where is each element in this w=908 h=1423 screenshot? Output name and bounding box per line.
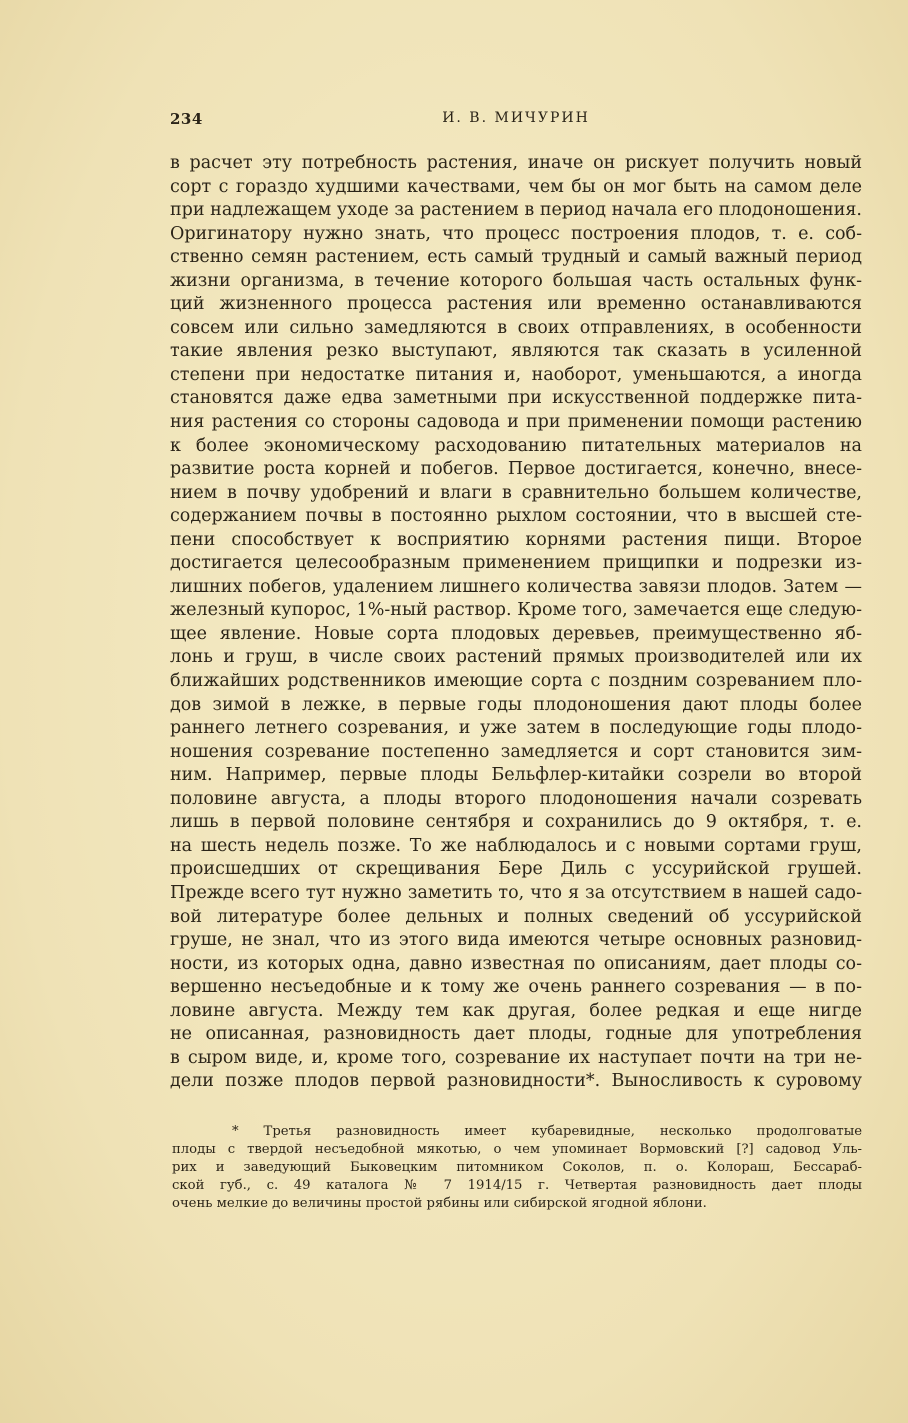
text-line: дов зимой в лежке, в первые годы плодоношения дают плоды более <box>170 694 862 715</box>
text-line: в расчет эту потребность растения, иначе он рискует получить новый <box>170 153 862 173</box>
text-line: дели позже плодов первой разновидности*. Выносливость к суровому <box>170 1071 862 1092</box>
text-line: не описанная, разновидность дает плоды, годные для употребления <box>170 1024 862 1045</box>
text-line: совсем или сильно замедляются в своих отправлениях, в особенности <box>170 317 862 338</box>
text-line: становятся даже едва заметными при искусственной поддержке пита- <box>170 388 862 409</box>
text-line: ближайших родственников имеющие сорта с поздним созреванием пло- <box>170 671 862 692</box>
text-line: нием в почву удобрений и влаги в сравнительно большем количестве, <box>170 482 862 503</box>
running-head: И. В. МИЧУРИН <box>442 110 590 126</box>
page-header <box>170 110 862 134</box>
text-line: ним. Например, первые плоды Бельфлер-китайки созрели во второй <box>170 765 862 786</box>
text-line: ношения созревание постепенно замедляется и сорт становится зим- <box>170 741 862 762</box>
footnote <box>172 1123 862 1213</box>
footnote-line: * Третья разновидность имеет кубаревидные, несколько продолговатые <box>232 1124 862 1139</box>
text-line: на шесть недель позже. То же наблюдалось и с новыми сортами груш, <box>170 835 862 856</box>
page-number: 234 <box>170 110 203 128</box>
body-text <box>170 152 862 1094</box>
text-line: происшедших от скрещивания Бере Диль с уссурийской грушей. <box>170 859 862 880</box>
text-line: раннего летнего созревания, и уже затем в последующие годы плодо- <box>170 718 862 739</box>
text-line: такие явления резко выступают, являются так сказать в усиленной <box>170 341 862 362</box>
text-line: лонь и груш, в числе своих растений прямых производителей или их <box>170 647 862 668</box>
text-line: щее явление. Новые сорта плодовых деревьев, преимущественно яб- <box>170 623 862 644</box>
text-line: содержанием почвы в постоянно рыхлом состоянии, что в высшей сте- <box>170 506 862 527</box>
text-line: ций жизненного процесса растения или временно останавливаются <box>170 294 862 315</box>
text-line: при надлежащем уходе за растением в период начала его плодоношения. <box>170 200 862 221</box>
footnote-line: очень мелкие до величины простой рябины или сибирской ягодной яблони. <box>172 1196 707 1211</box>
text-line: Прежде всего тут нужно заметить то, что я за отсутствием в нашей садо- <box>170 882 862 903</box>
text-line: к более экономическому расходованию питательных материалов на <box>170 435 862 456</box>
text-line: развитие роста корней и побегов. Первое достигается, конечно, внесе- <box>170 459 862 480</box>
footnote-line: рих и заведующий Быковецким питомником Соколов, п. о. Колораш, Бессараб- <box>172 1160 862 1175</box>
text-line: Оригинатору нужно знать, что процесс построения плодов, т. е. соб- <box>170 223 862 244</box>
text-line: половине августа, а плоды второго плодоношения начали созревать <box>170 788 862 809</box>
text-line: вой литературе более дельных и полных сведений об уссурийской <box>170 906 862 927</box>
text-line: груше, не знал, что из этого вида имеются четыре основных разновид- <box>170 930 862 951</box>
text-line: железный купорос, 1%-ный раствор. Кроме того, замечается еще следую- <box>170 600 862 621</box>
footnote-line: плоды с твердой несъедобной мякотью, о чем упоминает Вормовский [?] садовод Уль- <box>172 1142 862 1157</box>
text-line: сорт с гораздо худшими качествами, чем бы он мог быть на самом деле <box>170 176 862 197</box>
text-line: лишь в первой половине сентября и сохранились до 9 октября, т. е. <box>170 812 862 833</box>
text-line: ловине августа. Между тем как другая, более редкая и еще нигде <box>170 1000 862 1021</box>
text-line: лишних побегов, удалением лишнего количества завязи плодов. Затем — <box>170 576 862 597</box>
text-line: ния растения со стороны садовода и при применении помощи растению <box>170 412 862 433</box>
text-line: вершенно несъедобные и к тому же очень раннего созревания — в по- <box>170 977 862 998</box>
text-line: пени способствует к восприятию корнями растения пищи. Второе <box>170 529 862 550</box>
text-line: степени при недостатке питания и, наоборот, уменьшаются, а иногда <box>170 364 862 385</box>
text-line: жизни организма, в течение которого большая часть остальных функ- <box>170 270 862 291</box>
text-line: ственно семян растением, есть самый трудный и самый важный период <box>170 247 862 268</box>
text-line: в сыром виде, и, кроме того, созревание их наступает почти на три не- <box>170 1047 862 1068</box>
text-line: достигается целесообразным применением прищипки и подрезки из- <box>170 553 862 574</box>
footnote-line: ской губ., с. 49 каталога № 7 1914/15 г. Четвертая разновидность дает плоды <box>172 1178 862 1193</box>
text-line: ности, из которых одна, давно известная по описаниям, дает плоды со- <box>170 953 862 974</box>
